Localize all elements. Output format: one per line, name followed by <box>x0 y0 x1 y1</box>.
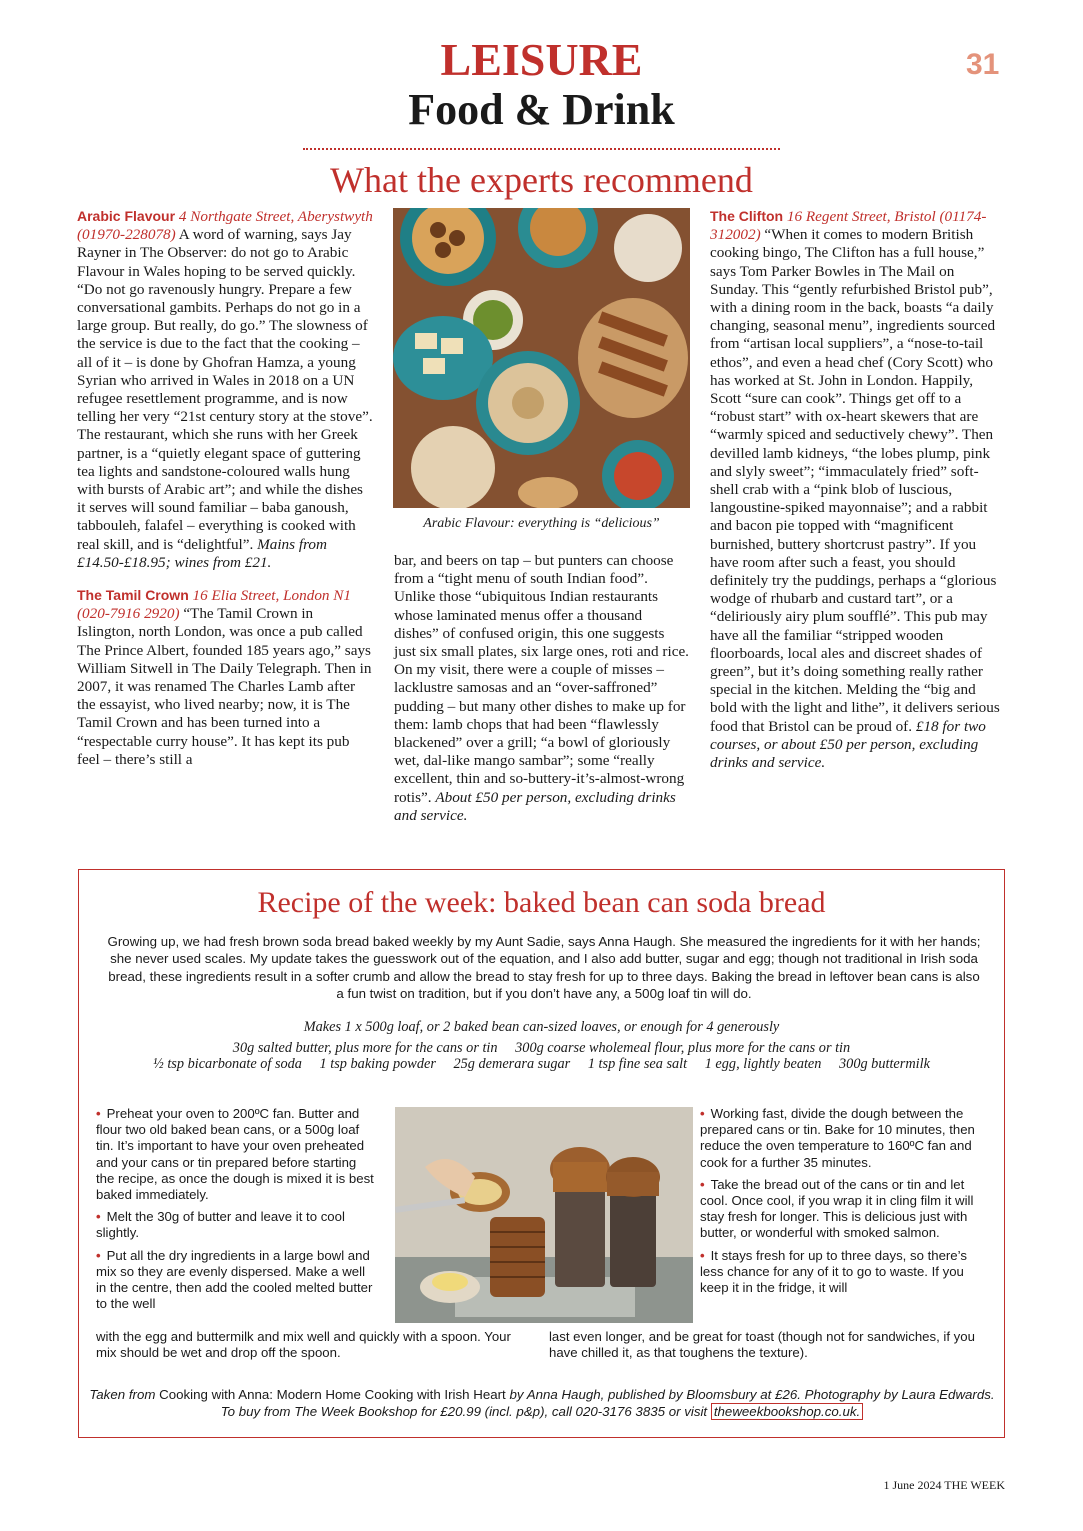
method-step <box>96 1209 378 1241</box>
review-address: 16 Elia Street, London N1 (020-7916 2920) <box>77 587 352 623</box>
step-text: Take the bread out of the cans or tin and let cool. Once cool, if you wrap it in cling film it will stay fresh for longer. This is delicious just with butter, or wonderful with smoked salmon. <box>700 1176 974 1241</box>
review-column-1 <box>77 207 373 769</box>
bullet: • <box>96 1247 101 1263</box>
review-body: bar, and beers on tap – but punters can choose from a “tight menu of south Indian food”. Unlike those “ubiquitous Indian restaurants whose laminated menus offer a thousand dishes” of confused origin, this one suggests just six small plates, six large ones, roti and rice. On my visit, there were a couple of misses – lacklustre samosas and an “over-saffroned” pudding – but many other dishes to make up for them: lamb chops that had been “flawlessly blackened” over a grill; “a bowl of gloriously wet, dal-like mango sambar”; some “really excellent, thin and so-buttery-it’s-almost-wrong rotis”. <box>394 552 689 806</box>
method-step <box>700 1106 985 1171</box>
review-name: The Tamil Crown <box>77 587 189 604</box>
ingredient: ½ tsp bicarbonate of soda <box>153 1056 302 1072</box>
step-text: Preheat your oven to 200ºC fan. Butter and flour two old baked bean cans, or a 500g loaf tin. It’s important to have your oven preheated and your cans or tin prepared before starting the recipe, as once the dough is mixed it is best baked immediately. <box>96 1106 374 1203</box>
step-text: Put all the dry ingredients in a large bowl and mix so they are evenly dispersed. Make a well in the centre, then add the cooled melted butter to the well <box>96 1247 373 1312</box>
page-number: 31 <box>966 48 1000 81</box>
step-text: Melt the 30g of butter and leave it to cool slightly. <box>96 1209 345 1241</box>
photo-caption: Arabic Flavour: everything is “delicious” <box>423 516 660 531</box>
bullet: • <box>700 1176 705 1192</box>
subsection-title: Food & Drink <box>408 85 675 134</box>
feature-title: What the experts recommend <box>330 160 753 200</box>
review-body: A word of warning, says Jay Rayner in The Observer: do not go to Arabic Flavour in Wales hoping to be served quickly. “Do not go ravenously hungry. Prepare a few conversational gambits. Perhaps do not go in a large group. But really, do go.” The slowness of the service is due to the fact that the cooking – all of it – is done by Ghofran Hamza, a young Syrian who arrived in Wales in 2018 on a UN refugee resettlement programme, and is now telling her very “21st century story at the stove”. The restaurant, which she runs with her Greek partner, is a “quietly elegant space of guttering tea lights and sandstone-coloured walls hung with bursts of Arabic art”; and while the dishes it serves will sound familiar – baba ganoush, tabbouleh, falafel – everything is cooked with real skill, and is “delightful”. <box>77 226 373 553</box>
method-step <box>96 1248 378 1313</box>
review-price: Mains from £14.50-£18.95; wines from £21. <box>77 535 327 571</box>
ingredient: 30g salted butter, plus more for the cans or tin <box>232 1040 498 1056</box>
mezze-illustration <box>393 208 690 508</box>
review-price: £18 for two courses, or about £50 per person, excluding drinks and service. <box>710 717 986 772</box>
review-arabic-flavour <box>77 207 373 572</box>
method-step-continued: with the egg and buttermilk and mix well and quickly with a spoon. Your mix should be wet and drop off the spoon. <box>96 1329 511 1361</box>
ingredients-line-2 <box>78 1055 1005 1073</box>
ingredient: 1 tsp baking powder <box>319 1056 436 1072</box>
bullet: • <box>700 1106 705 1121</box>
recipe-yield: Makes 1 x 500g loaf, or 2 baked bean can-sized loaves, or enough for 4 generously <box>303 1019 780 1035</box>
section-title: LEISURE <box>440 34 643 85</box>
ingredient: 1 egg, lightly beaten <box>704 1056 822 1072</box>
review-body: “The Tamil Crown in Islington, north London, was once a pub called The Prince Albert, founded 185 years ago,” says William Sitwell in The Daily Telegraph. Then in 2007, it was renamed The Charles Lamb after the essayist, who lived nearby; now, it is The Tamil Crown and has been turned into a “respectable curry house”. It has kept its pub feel – there’s still a <box>77 605 372 768</box>
food-photo <box>393 208 690 508</box>
credit-book-title: Cooking with Anna: Modern Home Cooking with Irish Heart <box>159 1387 506 1402</box>
method-step <box>700 1248 985 1297</box>
recipe-intro: Growing up, we had fresh brown soda bread baked weekly by my Aunt Sadie, says Anna Haugh. She measured the ingredients for it with her hands; she never used scales. My update takes the guesswork out of the equation, and I also add butter, sugar and egg; though not traditional in Irish soda bread, these ingredients result in a softer crumb and allow the bread to stay fresh for up to three days. Baking the bread in leftover bean cans is also a fun twist on tradition, but if you don’t have any, a 500g loaf tin will do. <box>107 934 981 1001</box>
bookshop-link[interactable]: theweekbookshop.co.uk. <box>711 1403 863 1420</box>
method-step-continued: last even longer, and be great for toast (though not for sandwiches, if you have chilled it, as that toughens the texture). <box>549 1329 975 1361</box>
step-text: Working fast, divide the dough between the prepared cans or tin. Bake for 10 minutes, then reduce the oven temperature to 160ºC fan and cook for a further 35 minutes. <box>700 1106 975 1170</box>
bullet: • <box>96 1209 101 1225</box>
method-step <box>96 1106 378 1203</box>
step-text: It stays fresh for up to three days, so there’s less chance for any of it to go to waste. If you keep it in the fridge, it will <box>700 1247 967 1296</box>
bread-photo <box>395 1107 693 1323</box>
method-steps-left <box>96 1106 378 1318</box>
soda-bread-illustration <box>395 1107 693 1323</box>
recipe-credit <box>88 1386 996 1420</box>
review-column-2 <box>394 552 690 825</box>
ingredient: 300g buttermilk <box>839 1056 930 1072</box>
review-price: About £50 per person, excluding drinks and service. <box>394 788 676 824</box>
ingredient: 1 tsp fine sea salt <box>587 1056 688 1072</box>
review-the-clifton <box>710 207 1006 772</box>
credit-details: by Anna Haugh, published by Bloomsbury at £26. Photography by Laura Edwards. To buy from The Week Bookshop for £20.99 (incl. p&p), call 020-3176 3835 or visit <box>220 1387 995 1419</box>
divider <box>303 148 780 150</box>
review-address: 4 Northgate Street, Aberystwyth (01970-228078) <box>77 208 373 244</box>
ingredient: 300g coarse wholemeal flour, plus more for the cans or tin <box>515 1040 851 1056</box>
recipe-title: Recipe of the week: baked bean can soda bread <box>257 886 826 919</box>
method-steps-right <box>700 1106 985 1302</box>
review-name: The Clifton <box>710 208 784 224</box>
method-step <box>700 1177 985 1242</box>
credit-prefix: Taken from <box>89 1387 156 1402</box>
review-body: “When it comes to modern British cooking bingo, The Clifton has a full house,” says Tom Parker Bowles in The Mail on Sunday. This “gently refurbished Bristol pub”, with a dining room in the back, boasts “a daily changing, seasonal menu”, ingredients sourced from “artisan local suppliers”, a “nose-to-tail ethos”, and even a head chef (Cory Scott) who has worked at St. John in London. Happily, Scott “sure can cook”. Things get off to a “robust start” with ox-heart skewers that are “warmly spiced and seductively chewy”. Then devilled lamb kidneys, “the lobes plump, pink and slyly sweet”; “immaculately fried” soft-shell crab with a “pink blob of luscious, langoustine-spiked mayonnaise”; and a rabbit and bacon pie topped with “magnificent burnished, buttery shortcrust pastry”. If you have room after such a feast, you should definitely try the puddings, perhaps a “glorious wodge of rhubarb and custard tart”, or a “deliriously airy plum soufflé”. This pub may have all the familiar “stripped wooden floorboards, local ales and discreet shades of green”, but it’s doing something really rather special in the kitchen. Melding the “big and bold with the light and lithe”, it delivers serious food that Bristol can be proud of. <box>710 226 1000 735</box>
review-address: 16 Regent Street, Bristol (01174-312002) <box>710 208 987 244</box>
page-footer: 1 June 2024 THE WEEK <box>883 1478 1005 1492</box>
review-name: Arabic Flavour <box>77 208 176 224</box>
bullet: • <box>700 1247 705 1263</box>
review-column-3 <box>710 207 1006 772</box>
ingredient: 25g demerara sugar <box>453 1056 571 1072</box>
review-tamil-crown <box>77 586 373 769</box>
bullet: • <box>96 1106 101 1121</box>
